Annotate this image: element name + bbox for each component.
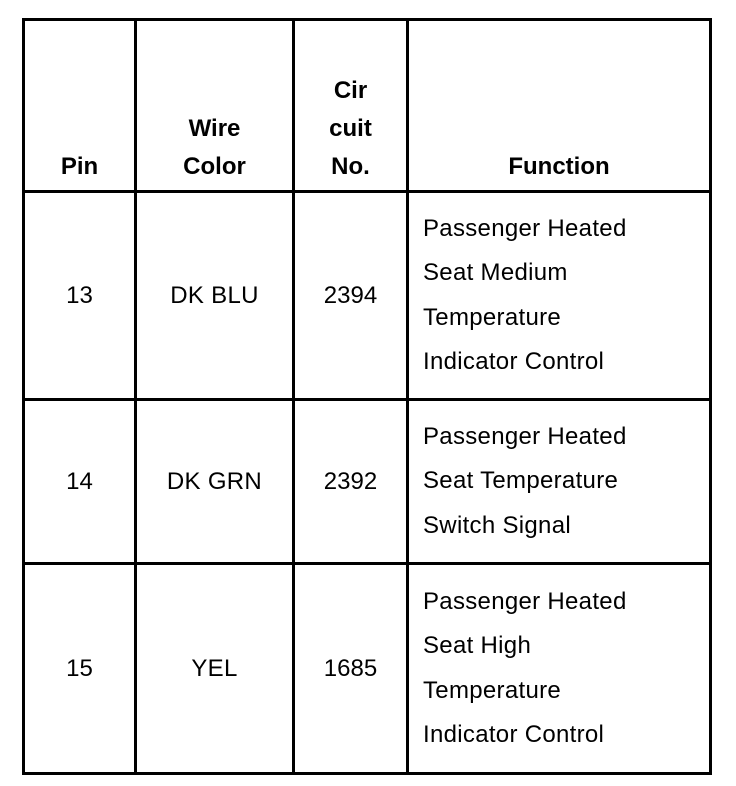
cell-circuit: 2392 [294, 400, 408, 564]
header-pin: Pin [24, 20, 136, 192]
cell-circuit: 2394 [294, 192, 408, 400]
cell-wire-color: DK GRN [136, 400, 294, 564]
table-row [24, 564, 711, 774]
cell-pin: 15 [24, 564, 136, 774]
cell-pin: 13 [24, 192, 136, 400]
cell-function: Passenger Heated Seat Temperature Switch Signal [408, 400, 711, 564]
connector-pinout-table-wrapper [22, 18, 709, 775]
cell-function: Passenger Heated Seat Medium Temperature Indicator Control [408, 192, 711, 400]
connector-pinout-table [22, 18, 712, 775]
cell-wire-color: YEL [136, 564, 294, 774]
header-circuit-no: Cir cuit No. [294, 20, 408, 192]
table-header-row [24, 20, 711, 192]
table-row [24, 400, 711, 564]
cell-pin: 14 [24, 400, 136, 564]
cell-function: Passenger Heated Seat High Temperature Indicator Control [408, 564, 711, 774]
cell-circuit: 1685 [294, 564, 408, 774]
header-function: Function [408, 20, 711, 192]
header-wire-color: Wire Color [136, 20, 294, 192]
table-row [24, 192, 711, 400]
cell-wire-color: DK BLU [136, 192, 294, 400]
